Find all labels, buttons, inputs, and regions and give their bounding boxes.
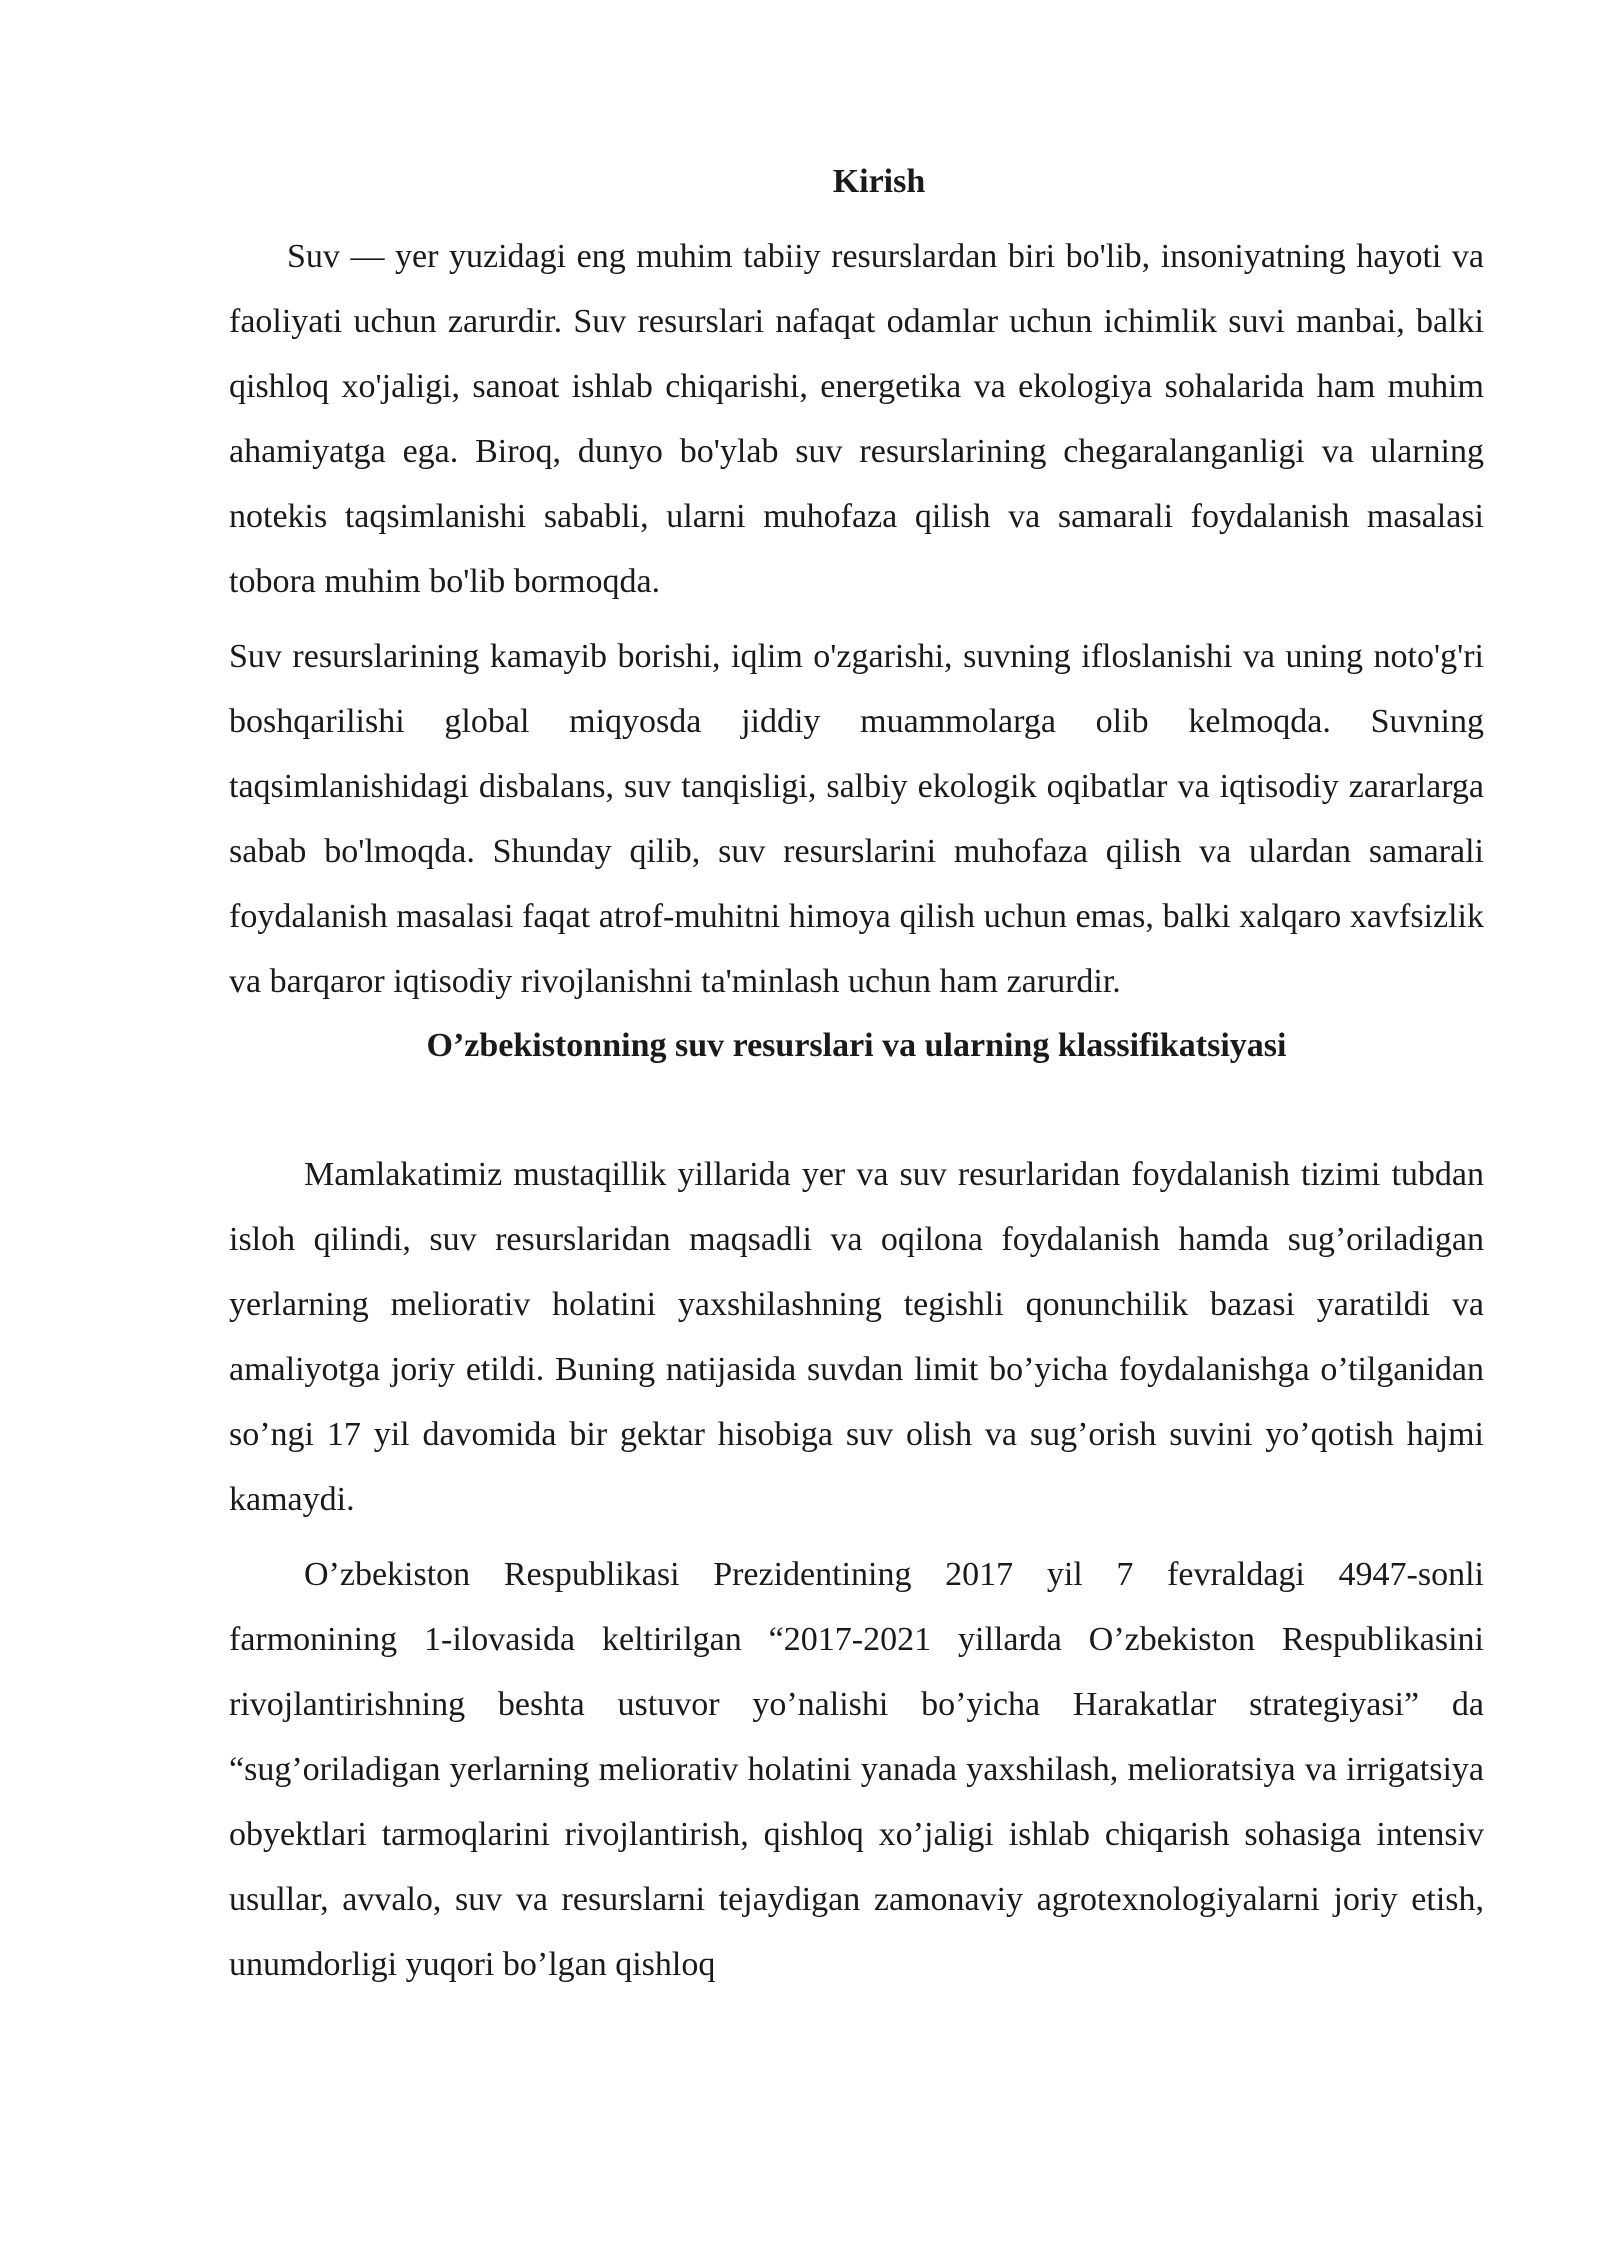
document-title: Kirish — [832, 163, 926, 200]
section-paragraph-2: O’zbekiston Respublikasi Prezidentining 2017 yil 7 fevraldagi 4947-sonli farmonining 1-ilovasida keltirilgan “2017-2021 yillarda O’zbekiston Respublikasini rivojlantirishning beshta ustuvor yo’nalishi bo’yicha Harakatlar strategiyasi” da “sug’oriladigan yerlarning meliorativ holatini yanada yaxshilash, melioratsiya va irrigatsiya obyektlari tarmoqlarini rivojlantirish, qishloq xo’jaligi ishlab chiqarish sohasiga intensiv usullar, avvalo, suv va resurslarni tejaydigan zamonaviy agrotexnologiyalarni joriy etish, unumdorligi yuqori bo’lgan qishloq — [229, 1556, 1484, 1983]
document-page — [229, 160, 1484, 2007]
intro-paragraph-2: Suv resurslarining kamayib borishi, iqlim o'zgarishi, suvning ifloslanishi va uning noto'g'ri boshqarilishi global miqyosda jiddiy muammolarga olib kelmoqda. Suvning taqsimlanishidagi disbalans, suv tanqisligi, salbiy ekologik oqibatlar va iqtisodiy zararlarga sabab bo'lmoqda. Shunday qilib, suv resurslarini muhofaza qilish va ulardan samarali foydalanish masalasi faqat atrof-muhitni himoya qilish uchun emas, balki xalqaro xavfsizlik va barqaror iqtisodiy rivojlanishni ta'minlash uchun ham zarurdir. — [229, 638, 1484, 1000]
section-paragraph-1: Mamlakatimiz mustaqillik yillarida yer va suv resurlaridan foydalanish tizimi tubdan isloh qilindi, suv resurslaridan maqsadli va oqilona foydalanish hamda sug’oriladigan yerlarning meliorativ holatini yaxshilashning tegishli qonunchilik bazasi yaratildi va amaliyotga joriy etildi. Buning natijasida suvdan limit bo’yicha foydalanishga o’tilganidan so’ngi 17 yil davomida bir gektar hisobiga suv olish va sug’orish suvini yo’qotish hajmi kamaydi. — [229, 1156, 1484, 1518]
intro-paragraph-1: Suv — yer yuzidagi eng muhim tabiiy resurslardan biri bo'lib, insoniyatning hayoti va faoliyati uchun zarurdir. Suv resurslari nafaqat odamlar uchun ichimlik suvi manbai, balki qishloq xo'jaligi, sanoat ishlab chiqarishi, energetika va ekologiya sohalarida ham muhim ahamiyatga ega. Biroq, dunyo bo'ylab suv resurslarining chegaralanganligi va ularning notekis taqsimlanishi sababli, ularni muhofaza qilish va samarali foydalanish masalasi tobora muhim bo'lib bormoqda. — [229, 238, 1484, 600]
section-heading: O’zbekistonning suv resurslari va ularning klassifikatsiyasi — [426, 1027, 1287, 1064]
